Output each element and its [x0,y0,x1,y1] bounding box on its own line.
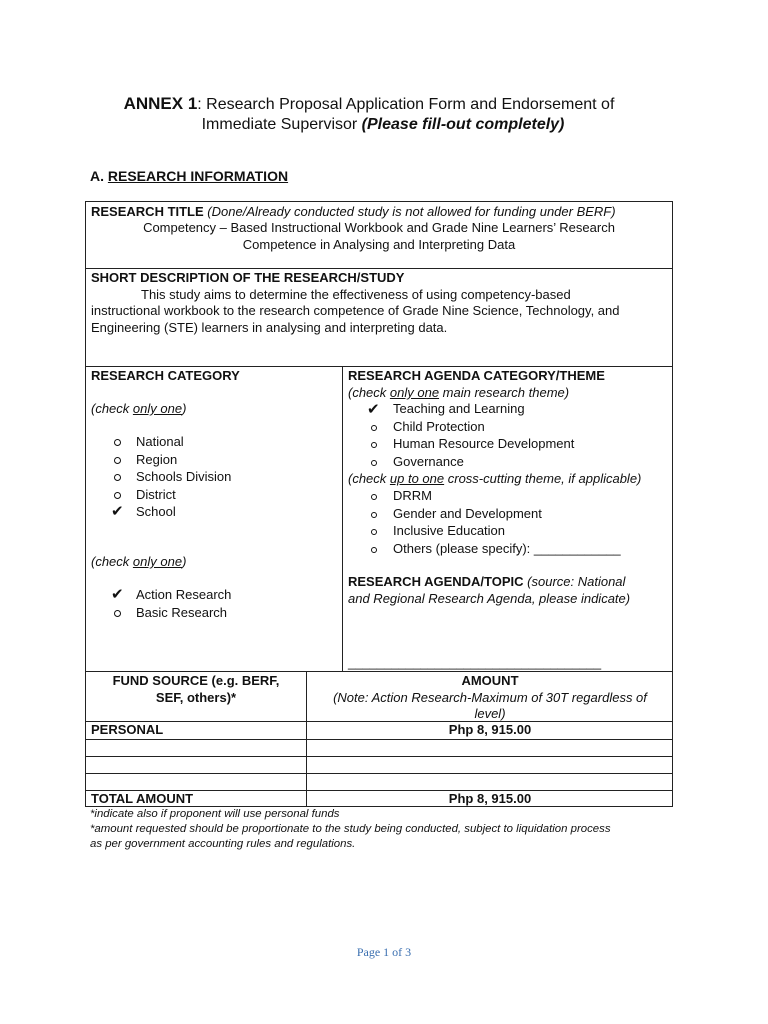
category-level-district[interactable] [91,486,331,504]
research-title-header [91,204,616,220]
research-title-value-line-2: Competence in Analysing and Interpreting Data [242,236,516,252]
agenda-main-instruction [348,384,569,401]
theme-inclusive-education[interactable] [348,522,668,540]
description-line-3: Engineering (STE) learners in analysing and interpreting data. [91,319,448,335]
theme-child-protection[interactable] [348,418,668,436]
research-title-label: RESEARCH TITLE [91,204,204,219]
category-agenda-box [85,366,673,672]
agenda-topic-note-1: (source: National [527,574,626,589]
theme-others[interactable] [348,540,668,558]
checkmark-icon: ✔ [111,503,124,520]
agenda-topic-line-1 [348,573,625,590]
row-divider [86,773,672,774]
theme-label: Gender and Development [393,505,542,521]
bullet-icon [114,439,121,446]
category-level-schools-division[interactable] [91,468,331,486]
description-content [91,270,620,336]
category-check-instruction-2 [91,553,186,570]
fund-source-header [86,673,306,706]
check-suffix: ) [182,554,187,569]
research-title-value [86,220,672,253]
check-only-one: only one [132,401,183,416]
column-divider [342,367,343,671]
page-title [0,94,768,135]
cross-suffix: cross-cutting theme, if applicable) [444,471,642,486]
footnotes [90,807,611,852]
category-level-label: Schools Division [136,469,232,484]
agenda-topic-label: RESEARCH AGENDA/TOPIC [348,574,524,589]
check-prefix: (check [91,554,133,569]
theme-human-resource-development[interactable] [348,435,668,453]
cross-up-to-one: up to one [389,471,445,486]
category-level-label: National [136,434,184,449]
theme-label: Inclusive Education [393,523,506,538]
research-category-label: RESEARCH CATEGORY [91,368,240,383]
section-heading-text: RESEARCH INFORMATION [107,168,289,184]
total-amount-label: TOTAL AMOUNT [91,791,194,806]
category-type-action-research[interactable] [91,586,331,604]
category-level-national[interactable] [91,433,331,451]
agenda-topic-note-2: and Regional Research Agenda, please indicate) [348,591,631,606]
bullet-icon [371,512,377,518]
amount-header-label: AMOUNT [461,673,519,688]
fund-table [85,671,673,807]
category-level-label: Region [136,451,178,467]
check-only-one: only one [132,554,183,569]
theme-label: Child Protection [393,418,485,434]
theme-label: Governance [393,453,464,469]
agenda-topic-blank[interactable]: ___________________________________ [348,655,602,670]
fund-row-amount: Php 8, 915.00 [448,722,532,737]
category-type-label: Action Research [136,587,232,602]
row-divider [86,739,672,740]
bullet-icon [371,529,377,535]
footnote-amount-line-1: *amount requested should be proportionate to the study being conducted, subject to liquidation process [90,823,611,835]
research-title-value-line-1: Competency – Based Instructional Workbook and Grade Nine Learners’ Research [143,220,615,235]
title-line-2-text: Immediate Supervisor [201,116,362,133]
description-line-1: This study aims to determine the effectiveness of using competency-based [141,286,571,302]
research-agenda-label: RESEARCH AGENDA CATEGORY/THEME [348,368,605,383]
description-box [85,268,673,367]
description-label: SHORT DESCRIPTION OF THE RESEARCH/STUDY [91,270,405,285]
title-emphasis: (Please fill-out completely) [361,116,565,133]
title-line-2 [0,115,768,135]
bullet-icon [114,610,121,617]
footnote-amount-line-2: as per government accounting rules and regulations. [90,838,356,850]
category-level-list [91,433,331,521]
checkmark-icon: ✔ [367,401,380,418]
page-number: Page 1 of 3 [356,945,412,959]
bullet-icon [371,494,377,500]
research-title-box [85,201,673,269]
main-only-one: only one [389,385,440,400]
amount-header [307,673,673,723]
category-level-label: District [136,486,176,502]
theme-gender-and-development[interactable] [348,505,668,523]
category-level-school[interactable] [91,503,331,521]
cross-prefix: (check [348,471,390,486]
category-type-basic-research[interactable] [91,604,331,622]
category-check-instruction-1 [91,400,186,417]
title-line-1-text: : Research Proposal Application Form and Endorsement of [197,96,615,113]
theme-teaching-and-learning[interactable] [348,400,668,418]
agenda-cross-instruction [348,470,641,487]
theme-label: Others (please specify): ____________ [393,540,621,556]
bullet-icon [371,460,377,466]
bullet-icon [371,425,377,431]
theme-label: Teaching and Learning [393,401,525,416]
title-line-1 [0,94,768,115]
section-letter: A. [90,168,108,184]
theme-label: Human Resource Development [393,436,575,451]
amount-note-line-2: level) [474,706,506,721]
description-line-2: instructional workbook to the research competence of Grade Nine Science, Technology, and [91,303,620,318]
theme-governance[interactable] [348,453,668,471]
checkmark-icon: ✔ [111,586,124,603]
category-level-region[interactable] [91,451,331,469]
amount-note-line-1: (Note: Action Research-Maximum of 30T regardless of [333,689,647,705]
bullet-icon [371,442,377,448]
category-type-list [91,586,331,621]
theme-label: DRRM [393,488,432,503]
check-suffix: ) [182,401,187,416]
agenda-main-theme-list [348,400,668,470]
category-level-label: School [136,504,176,519]
footnote-personal-funds: *indicate also if proponent will use personal funds [90,808,340,820]
main-suffix: main research theme) [439,385,570,400]
bullet-icon [114,457,121,464]
check-prefix: (check [91,401,133,416]
fund-row-source: PERSONAL [91,722,164,737]
research-title-note: (Done/Already conducted study is not allowed for funding under BERF) [207,204,616,219]
fund-source-header-line-2: SEF, others)* [155,689,237,705]
bullet-icon [371,547,377,553]
category-type-label: Basic Research [136,604,228,620]
section-heading [90,168,288,184]
fund-source-header-line-1: FUND SOURCE (e.g. BERF, [112,673,280,688]
row-divider [86,756,672,757]
bullet-icon [114,474,121,481]
main-prefix: (check [348,385,390,400]
annex-label: ANNEX 1 [123,94,198,113]
bullet-icon [114,492,121,499]
theme-drrm[interactable] [348,487,668,505]
agenda-cross-theme-list [348,487,668,557]
total-amount-value: Php 8, 915.00 [448,791,532,806]
